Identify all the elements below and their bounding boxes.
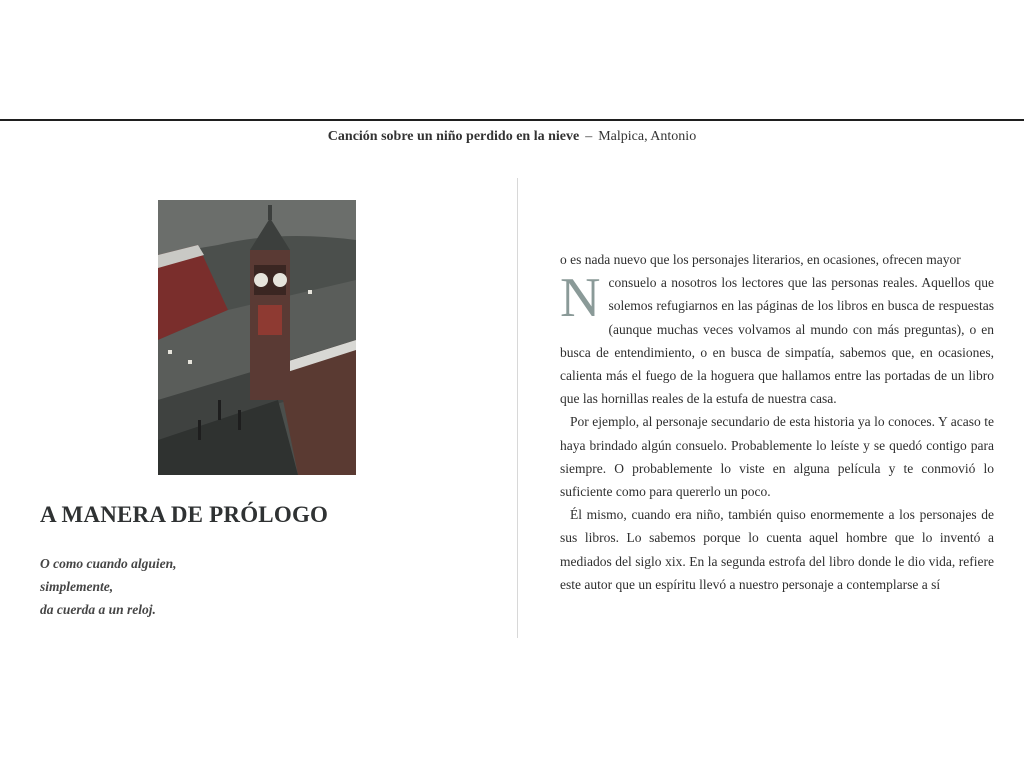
drop-cap: N xyxy=(560,267,601,330)
header-rule xyxy=(0,119,1024,121)
paragraph xyxy=(560,248,994,410)
chapter-text xyxy=(560,248,994,596)
paragraph: Él mismo, cuando era niño, también quiso enormemente a los personajes de sus libros. Lo sabemos porque lo cuenta aquel hombre que lo inventó a mediados del siglo xix. En la segunda estrofa del libro donde le dio vida, refiere este autor que un espíritu llevó a nuestro personaje a contemplarse a sí xyxy=(560,507,994,592)
epigraph-line: da cuerda a un reloj. xyxy=(40,602,156,617)
first-line: o es nada nuevo que los personajes literarios, en ocasiones, ofrecen mayor xyxy=(560,252,961,267)
epigraph xyxy=(40,552,177,621)
chapter-title: A MANERA DE PRÓLOGO xyxy=(40,502,329,527)
epigraph-line: O como cuando alguien, xyxy=(40,556,177,571)
page-divider xyxy=(517,178,518,638)
header-separator: – xyxy=(585,129,593,144)
paragraph: Por ejemplo, al personaje secundario de esta historia ya lo conoces. Y acaso te haya brindado algún consuelo. Probablemente lo leíste y se quedó contigo para siempre. O probablemente lo viste en alguna película y te conmovió lo suficiente como para quererlo un poco. xyxy=(560,414,994,500)
top-bar xyxy=(0,0,1024,119)
epigraph-line: simplemente, xyxy=(40,579,114,594)
big-ben-clock-tower-illustration xyxy=(158,200,356,475)
book-header xyxy=(0,129,1024,145)
book-author: Malpica, Antonio xyxy=(598,129,697,144)
paragraph-text: consuelo a nosotros los lectores que las personas reales. Aquellos que solemos refugiarnos en las páginas de los libros en busca de respuestas (aunque muchas veces volvamos al mundo con más preguntas), o en busca de entendimiento, o en busca de simpatía, sabemos que, en ocasiones, calienta más el fuego de la hoguera que hallamos entre las portadas de un libro que las hornillas reales de la estufa de nuestra casa. xyxy=(560,275,994,407)
book-title: Canción sobre un niño perdido en la nieve xyxy=(327,129,580,144)
